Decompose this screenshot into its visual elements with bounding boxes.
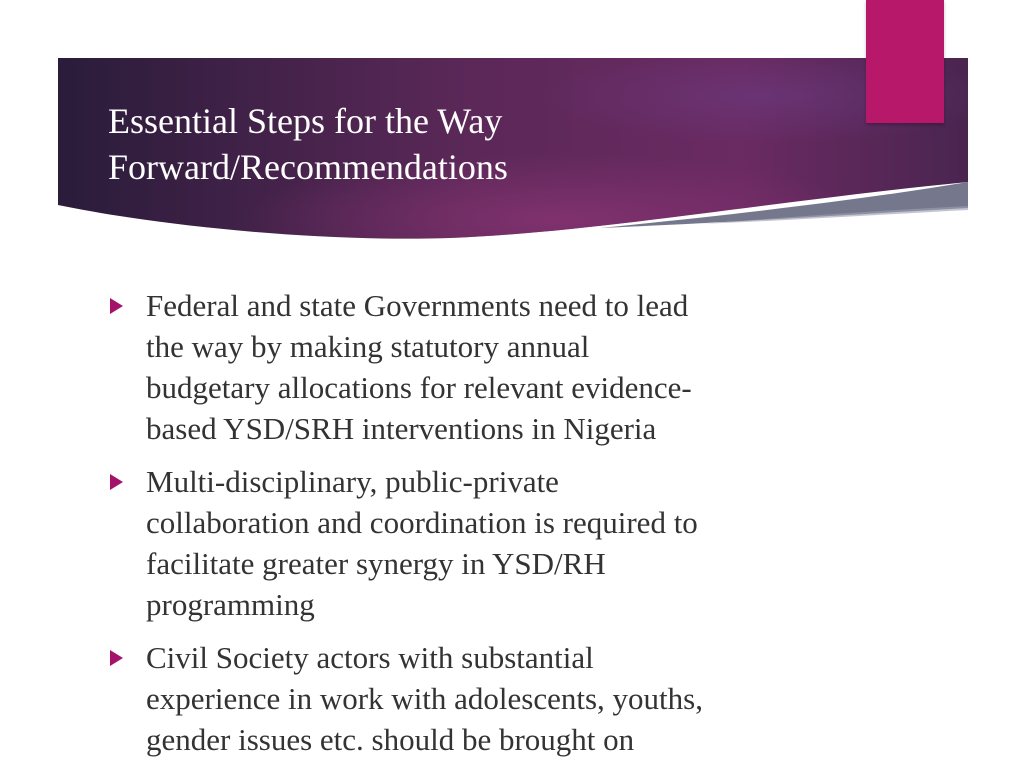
bullet-item: [108, 285, 808, 449]
right-triangle-icon: [110, 298, 123, 314]
right-triangle-icon: [110, 650, 123, 666]
bullet-line: the way by making statutory annual: [146, 329, 590, 364]
bullet-line: programming: [146, 587, 315, 622]
slide-title: [108, 98, 828, 190]
accent-tab: [866, 0, 944, 123]
slide-title-line: Essential Steps for the Way: [108, 101, 503, 141]
bullet-line: gender issues etc. should be brought on: [146, 722, 635, 757]
slide-title-line: Forward/Recommendations: [108, 147, 508, 187]
bullet-line: Federal and state Governments need to lead: [146, 288, 689, 323]
bullet-line: collaboration and coordination is required to: [146, 505, 698, 540]
bullet-text: [146, 637, 808, 760]
bullet-line: Multi-disciplinary, public-private: [146, 464, 559, 499]
bullet-line: based YSD/SRH interventions in Nigeria: [146, 411, 657, 446]
right-triangle-icon: [110, 474, 123, 490]
bullet-line: facilitate greater synergy in YSD/RH: [146, 546, 606, 581]
bullet-item: [108, 637, 808, 760]
bullet-text: [146, 285, 808, 449]
bullet-line: experience in work with adolescents, youths,: [146, 681, 703, 716]
bullet-list: [108, 285, 808, 768]
bullet-text: [146, 461, 808, 625]
bullet-line: budgetary allocations for relevant evidence-: [146, 370, 692, 405]
bullet-item: [108, 461, 808, 625]
bullet-line: Civil Society actors with substantial: [146, 640, 594, 675]
